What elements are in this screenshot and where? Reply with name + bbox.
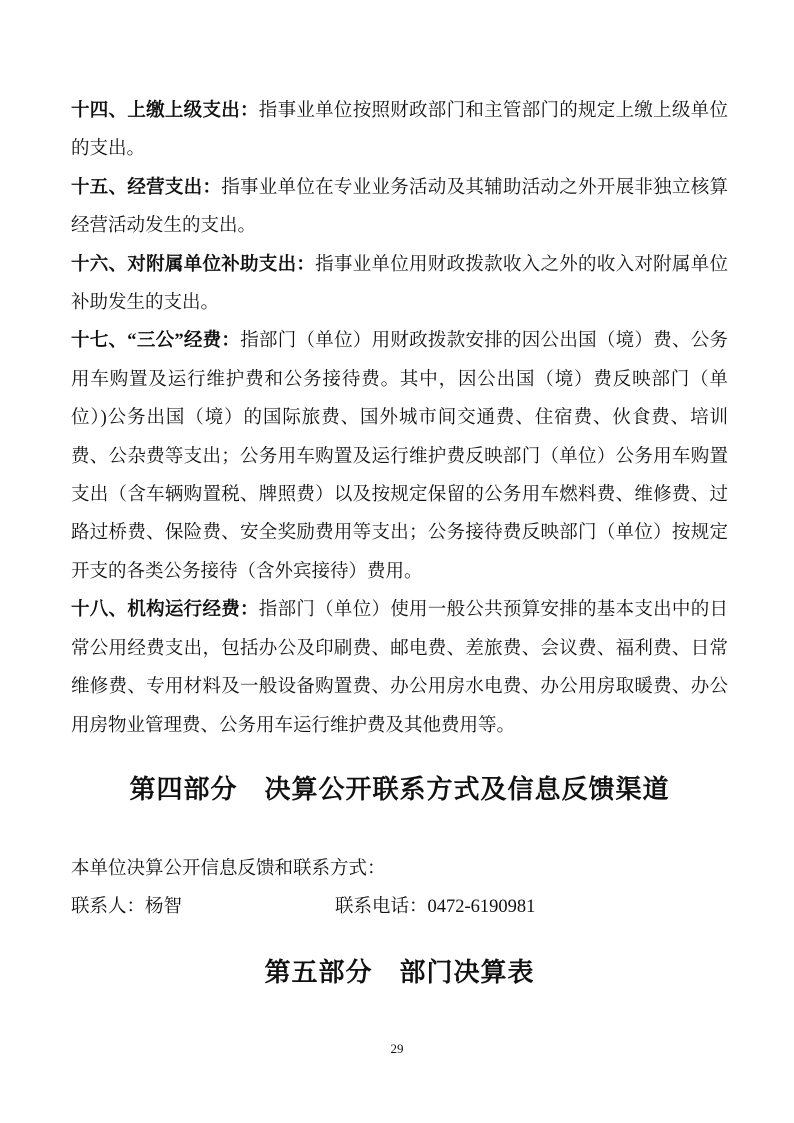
definition-paragraph: [71, 246, 728, 323]
contact-person-name: 杨智: [145, 897, 183, 918]
definition-text: 指事业单位按照财政部门和主管部门的规定上缴上级单位的支出。: [71, 101, 728, 160]
contact-person: [71, 897, 182, 917]
definition-text: 指事业单位在专业业务活动及其辅助活动之外开展非独立核算经营活动发生的支出。: [71, 177, 728, 237]
contact-line: [71, 888, 728, 926]
definition-term: 十七、“三公”经费：: [71, 331, 241, 352]
definition-text: 指部门（单位）使用一般公共预算安排的基本支出中的日常公用经费支出，包括办公及印刷费、邮电费、差旅费、会议费、福利费、日常维修费、专用材料及一般设备购置费、办公用房水电费、办公用房取暖费、办公用房物业管理费、公务用车运行维护费及其他费用等。: [71, 600, 728, 736]
definition-text: 指部门（单位）用财政拨款安排的因公出国（境）费、公务用车购置及运行维护费和公务接待费。其中，因公出国（境）费反映部门（单位）)公务出国（境）的国际旅费、国外城市间交通费、住宿费、伙食费、培训费、公杂费等支出；公务用车购置及运行维护费反映部门（单位）公务用车购置支出（含车辆购置税、牌照费）以及按规定保留的公务用车燃料费、维修费、过路过桥费、保险费、安全奖励费用等支出；公务接待费反映部门（单位）按规定开支的各类公务接待（含外宾接待）费用。: [71, 331, 728, 582]
contact-phone-number: 0472-6190981: [427, 897, 536, 918]
definition-paragraph: [71, 169, 728, 246]
definition-paragraph: [71, 591, 728, 745]
definition-paragraph: [71, 322, 728, 591]
contact-phone-label: 联系电话：: [335, 897, 428, 918]
definitions-section: [71, 92, 728, 745]
definition-paragraph: [71, 92, 728, 169]
contact-section: [71, 850, 728, 927]
definition-term: 十五、经营支出：: [71, 177, 222, 198]
section4-heading: 第四部分 决算公开联系方式及信息反馈渠道: [129, 775, 670, 804]
section5-heading: 第五部分 部门决算表: [264, 958, 535, 987]
definition-term: 十六、对附属单位补助支出：: [71, 254, 316, 275]
contact-phone: [335, 888, 535, 926]
page-number: 29: [390, 1041, 404, 1056]
contact-intro: 本单位决算公开信息反馈和联系方式：: [71, 859, 386, 879]
definition-term: 十四、上缴上级支出：: [71, 101, 259, 121]
definition-term: 十八、机构运行经费：: [71, 600, 259, 621]
definition-text: 指事业单位用财政拨款收入之外的收入对附属单位补助发生的支出。: [71, 254, 728, 314]
contact-person-label: 联系人：: [71, 897, 146, 918]
